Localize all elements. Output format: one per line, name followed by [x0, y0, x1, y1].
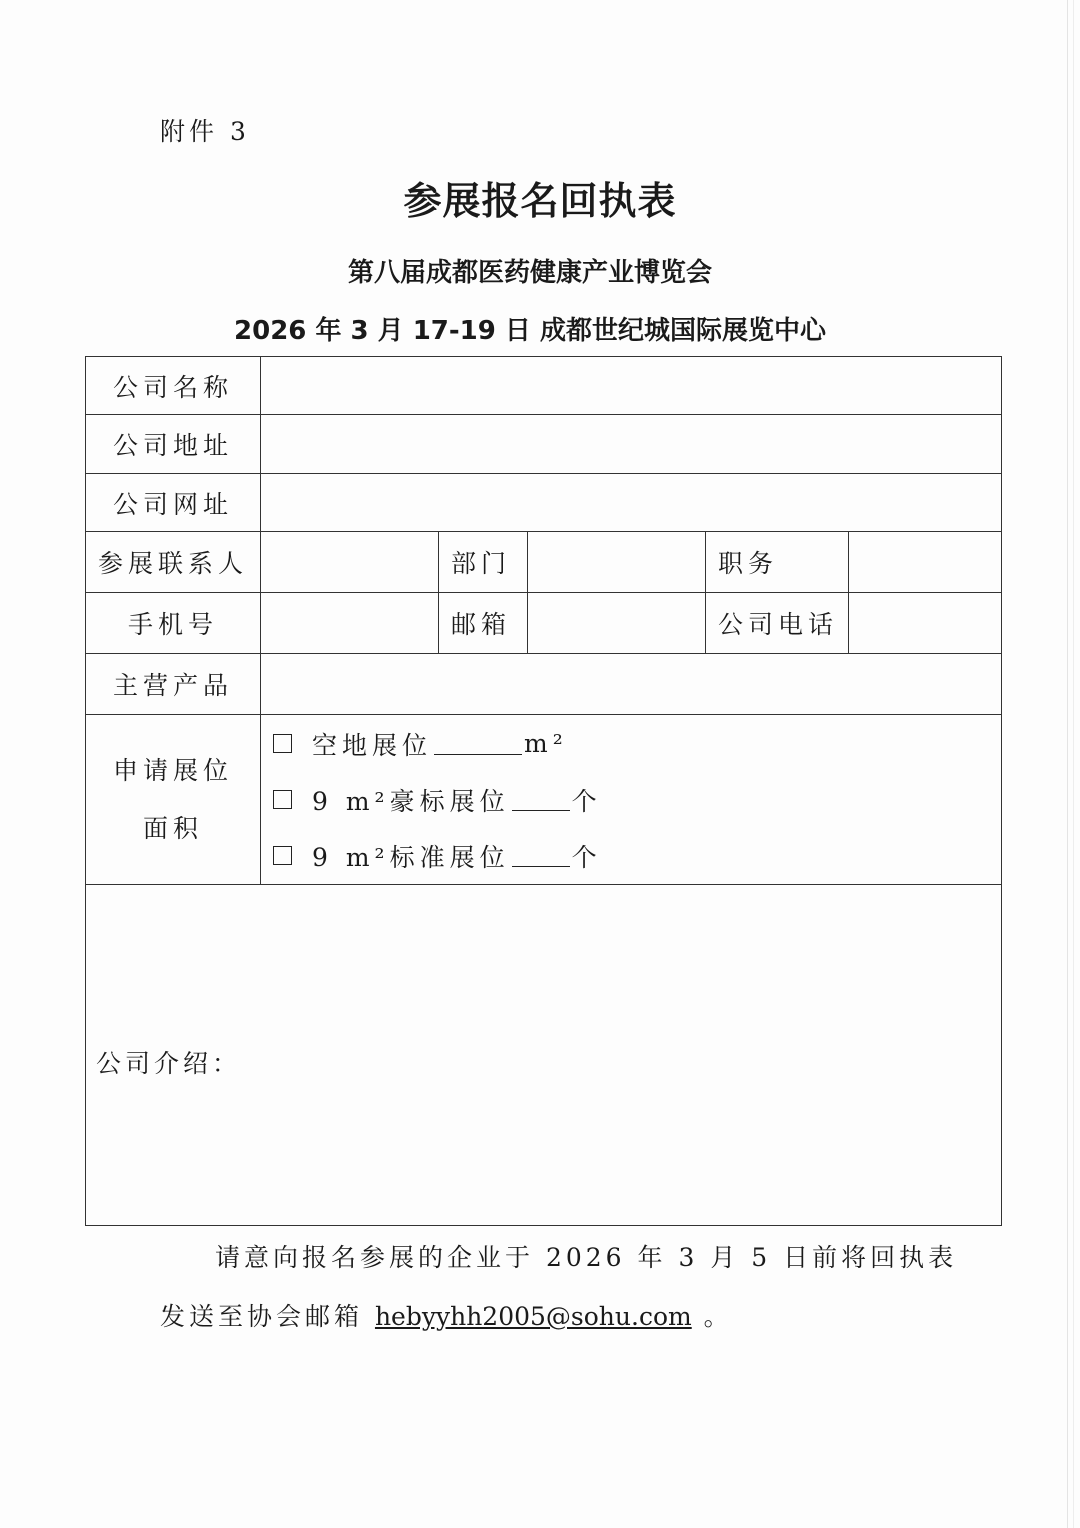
booth-option-open-space[interactable]: [261, 716, 1001, 772]
main-products-field[interactable]: [261, 654, 1002, 715]
checkbox[interactable]: [273, 846, 292, 865]
booth-area-label: [86, 715, 261, 885]
table-row: [86, 474, 1002, 532]
email-link[interactable]: hebyyhh2005@sohu.com: [374, 1302, 692, 1331]
note-text: 。: [691, 1302, 733, 1331]
company-address-label: 公司地址: [86, 415, 261, 474]
event-name: 第八届成都医药健康产业博览会: [347, 258, 712, 288]
company-intro-field[interactable]: [86, 885, 1002, 1226]
table-row: [86, 357, 1002, 415]
booth-options: [261, 715, 1002, 885]
booth-area-label-line2: 面积: [142, 813, 203, 843]
page-edge: [1067, 0, 1068, 1528]
note-line-1: 请意向报名参展的企业于 2026 年 3 月 5 日前将回执表: [215, 1243, 958, 1272]
option-label: 9 m²豪标展位: [312, 786, 510, 816]
table-row: [86, 885, 1002, 1226]
table-row: [86, 654, 1002, 715]
blank-line[interactable]: [512, 844, 570, 867]
option-label: 空地展位: [312, 730, 433, 760]
page-title: 参展报名回执表: [403, 179, 677, 223]
position-label: 职务: [706, 532, 849, 593]
event-date-venue: 2026 年 3 月 17-19 日 成都世纪城国际展览中心: [234, 316, 826, 346]
blank-line[interactable]: [512, 788, 570, 811]
table-row: [86, 415, 1002, 474]
option-unit: 个: [571, 786, 602, 816]
company-address-field[interactable]: [261, 415, 1002, 474]
checkbox[interactable]: [273, 790, 292, 809]
booth-option-deluxe[interactable]: [261, 772, 1001, 828]
mobile-label: 手机号: [86, 593, 261, 654]
company-name-field[interactable]: [261, 357, 1002, 415]
table-row: [86, 715, 1002, 885]
option-unit: m²: [524, 729, 568, 758]
booth-area-label-line1: 申请展位: [112, 755, 233, 785]
attachment-label: 附件 3: [160, 117, 250, 146]
department-label: 部门: [439, 532, 528, 593]
table-row: [86, 532, 1002, 593]
company-name-label: 公司名称: [86, 357, 261, 415]
page-edge: [1073, 0, 1074, 1528]
checkbox[interactable]: [273, 734, 292, 753]
company-intro-label: 公司介绍：: [96, 1049, 242, 1078]
company-phone-label: 公司电话: [706, 593, 849, 654]
table-row: [86, 593, 1002, 654]
option-label: 9 m²标准展位: [312, 842, 510, 872]
registration-form-table: [85, 356, 1002, 1226]
note-line-2: [160, 1297, 733, 1333]
contact-person-field[interactable]: [261, 532, 439, 593]
contact-person-label: 参展联系人: [86, 532, 261, 593]
email-label: 邮箱: [439, 593, 528, 654]
option-unit: 个: [571, 842, 602, 872]
email-field[interactable]: [528, 593, 706, 654]
position-field[interactable]: [849, 532, 1002, 593]
company-website-label: 公司网址: [86, 474, 261, 532]
booth-option-standard[interactable]: [261, 828, 1001, 884]
blank-line[interactable]: [434, 732, 522, 755]
company-phone-field[interactable]: [849, 593, 1002, 654]
main-products-label: 主营产品: [86, 654, 261, 715]
department-field[interactable]: [528, 532, 706, 593]
company-website-field[interactable]: [261, 474, 1002, 532]
note-text: 发送至协会邮箱: [160, 1302, 375, 1331]
mobile-field[interactable]: [261, 593, 439, 654]
